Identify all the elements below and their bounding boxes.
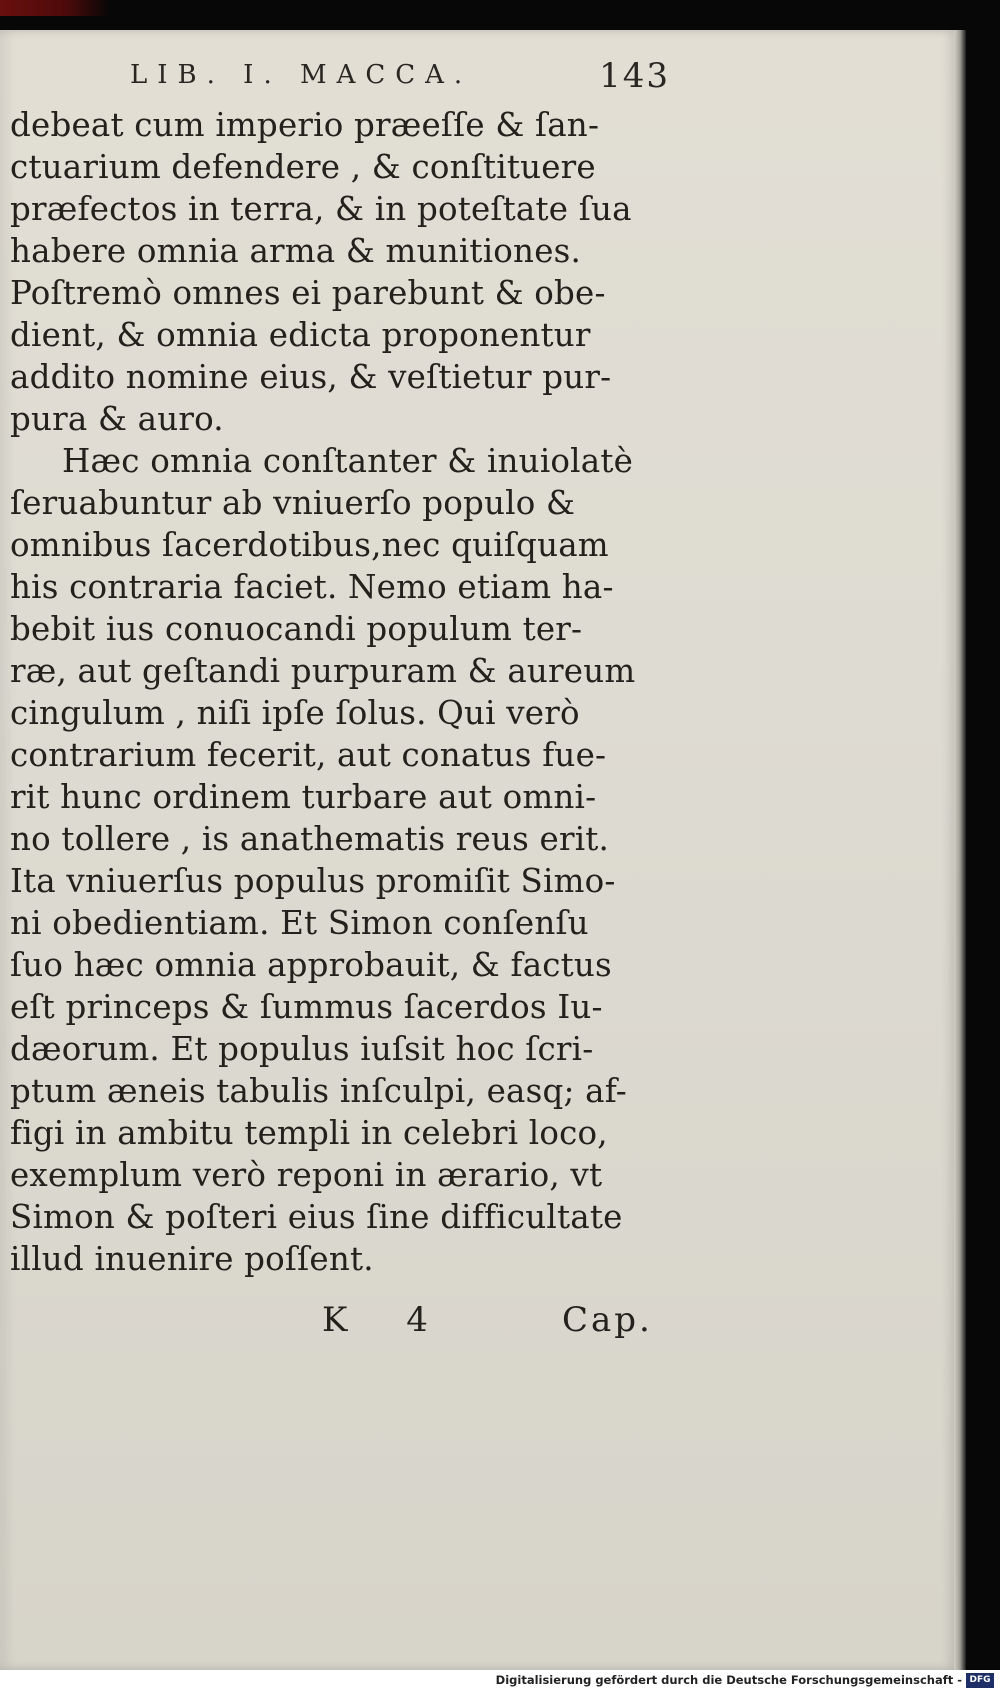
digitization-footer [0,1670,1000,1692]
text-line: contrarium fecerit, aut conatus fue- [10,736,607,774]
text-line: ſeruabuntur ab vniuerſo populo & [10,484,576,522]
text-line: pura & auro. [10,400,224,438]
text-line: debeat cum imperio præeſſe & ſan- [10,106,600,144]
text-line: ni obedientiam. Et Simon conſenſu [10,904,589,942]
text-line: bebit ius conuocandi populum ter- [10,610,583,648]
text-line: omnibus ſacerdotibus,nec quiſquam [10,526,609,564]
text-line: eſt princeps & ſummus ſacerdos Iu- [10,988,603,1026]
text-line: his contraria faciet. Nemo etiam ha- [10,568,614,606]
running-head [130,58,670,102]
page-number: 143 [599,56,670,96]
text-line: ctuarium defendere , & conſtituere [10,148,596,186]
text-line: præfectos in terra, & in poteſtate ſua [10,190,632,228]
text-line: dæorum. Et populus iuſsit hoc ſcri- [10,1030,594,1068]
dfg-logo: DFG [966,1673,994,1688]
catchword: Cap. [562,1300,653,1340]
text-line: habere omnia arma & munitiones. [10,232,582,270]
funding-credit: Digitalisierung gefördert durch die Deutsche Forschungsgemeinschaft - [495,1673,962,1687]
text-line: ſuo hæc omnia approbauit, & factus [10,946,612,984]
running-title: LIB. I. MACCA. [130,60,473,90]
text-line: no tollere , is anathematis reus erit. [10,820,610,858]
text-line: addito nomine eius, & veſtietur pur- [10,358,612,396]
paragraph-start-line: Hæc omnia conſtanter & inuiolatè [62,442,634,480]
text-line: Ita vniuerſus populus promiſit Simo- [10,862,616,900]
text-line: Poſtremò omnes ei parebunt & obe- [10,274,606,312]
binding-edge-mark [0,0,110,16]
page-edge-shadow [954,30,966,1670]
text-line: dient, & omnia edicta proponentur [10,316,591,354]
text-line: rit hunc ordinem turbare aut omni- [10,778,597,816]
text-line: Simon & poſteri eius ſine difficultate [10,1198,623,1236]
text-line: cingulum , niſi ipſe ſolus. Qui verò [10,694,580,732]
text-line: exemplum verò reponi in ærario, vt [10,1156,603,1194]
text-line: figi in ambitu templi in celebri loco, [10,1114,608,1152]
signature-mark: K 4 [322,1300,452,1340]
body-text [10,104,670,1280]
text-line: illud inuenire poſſent. [10,1240,374,1278]
text-line: ptum æneis tabulis inſculpi, easq; af- [10,1072,627,1110]
text-line: ræ, aut geſtandi purpuram & aureum [10,652,636,690]
